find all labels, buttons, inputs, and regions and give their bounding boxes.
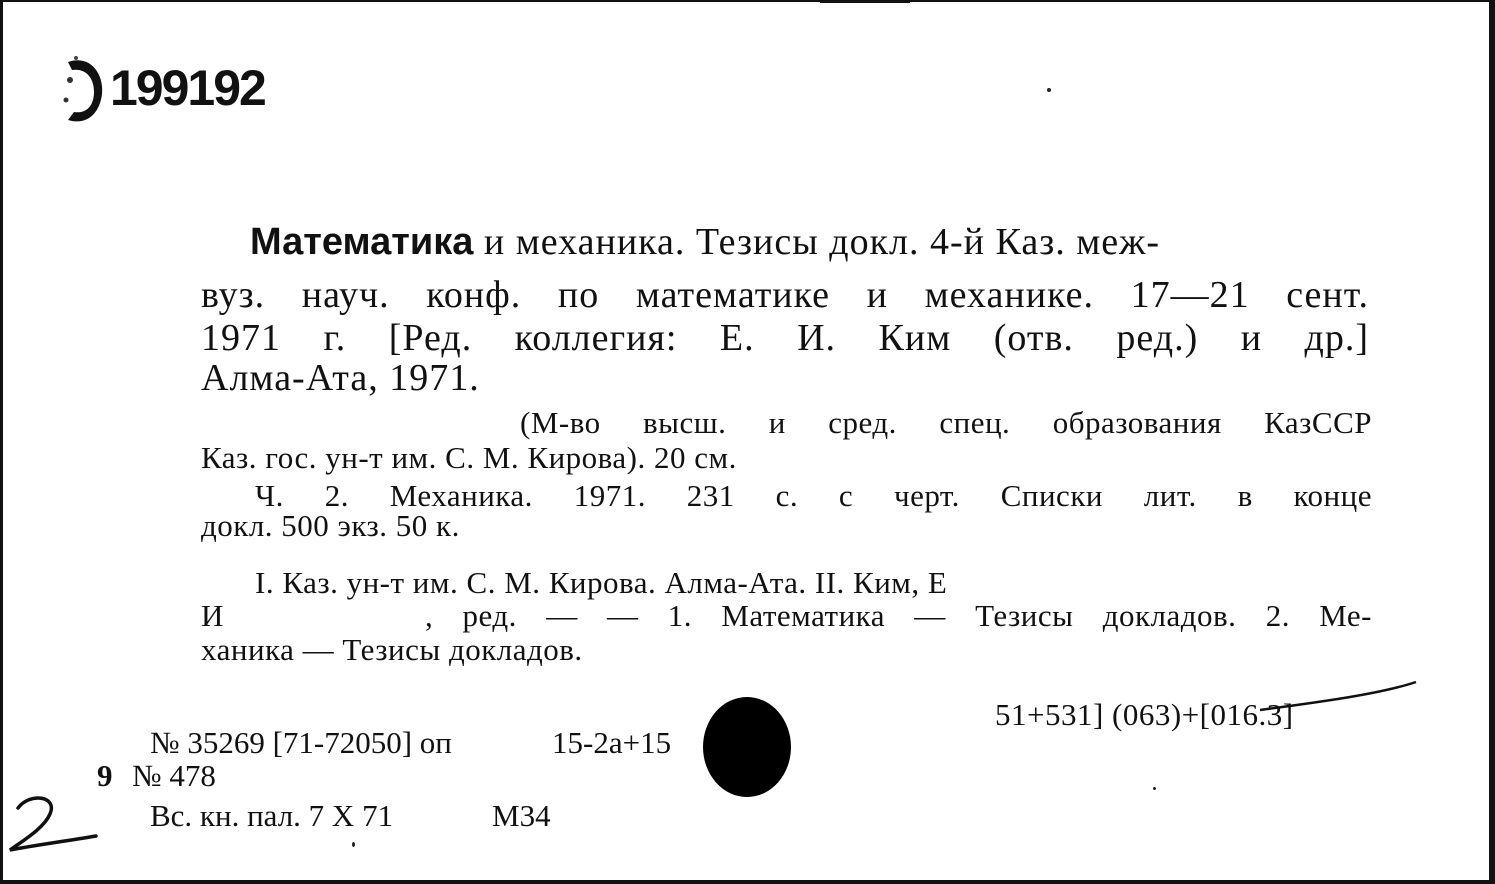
tracings-line-2-left: И bbox=[201, 598, 224, 633]
pen-stroke bbox=[1240, 680, 1420, 720]
description-line-3: 1971 г. [Ред. коллегия: Е. И. Ким (отв. ред.) и др.] bbox=[201, 317, 1369, 359]
series-line-2: Каз. гос. ун-т им. С. М. Кирова). 20 см. bbox=[201, 440, 737, 475]
dust-speck bbox=[1153, 787, 1156, 790]
title-bold: Математика bbox=[250, 221, 474, 263]
footer-chamber-info: Вс. кн. пал. 7 Х 71 bbox=[150, 798, 394, 833]
inventory-number: 199192 bbox=[110, 60, 265, 116]
series-line-1: (М-во высш. и сред. спец. образования КазССР bbox=[520, 405, 1372, 440]
footer-code: 15-2а+15 bbox=[552, 725, 672, 760]
description-line-1-rest: и механика. Тезисы докл. 4-й Каз. меж- bbox=[483, 221, 1161, 263]
classification-index: 51+531] (063)+[016.3] bbox=[995, 697, 1294, 732]
description-line-2: вуз. науч. конф. по математике и механике. 17—21 сент. bbox=[201, 274, 1369, 316]
volume-line-1: Ч. 2. Механика. 1971. 231 с. с черт. Списки лит. в конце bbox=[255, 478, 1372, 513]
dust-speck bbox=[352, 842, 355, 847]
description-line-1 bbox=[250, 220, 1160, 264]
ink-blot bbox=[703, 697, 791, 797]
description-line-4: Алма-Ата, 1971. bbox=[201, 357, 480, 399]
tracings-line-2-right: , ред. — — 1. Математика — Тезисы докладов. 2. Ме- bbox=[425, 598, 1372, 633]
tracings-line-3: ханика — Тезисы докладов. bbox=[201, 632, 583, 667]
footer-card-number: № 478 bbox=[132, 758, 216, 793]
top-edge-mark bbox=[820, 0, 910, 3]
volume-line-2: докл. 500 экз. 50 к. bbox=[201, 508, 460, 543]
footer-order-number: № 35269 [71-72050] оп bbox=[150, 725, 452, 760]
dust-speck bbox=[1047, 88, 1051, 92]
library-stamp-icon bbox=[58, 50, 108, 130]
footer-copy-count: 9 bbox=[97, 758, 113, 793]
handwritten-number bbox=[0, 790, 110, 860]
inventory-stamp bbox=[58, 50, 265, 130]
tracings-line-1: I. Каз. ун-т им. С. М. Кирова. Алма-Ата. II. Ким, Е bbox=[255, 565, 948, 600]
footer-print-code: М34 bbox=[492, 798, 551, 833]
